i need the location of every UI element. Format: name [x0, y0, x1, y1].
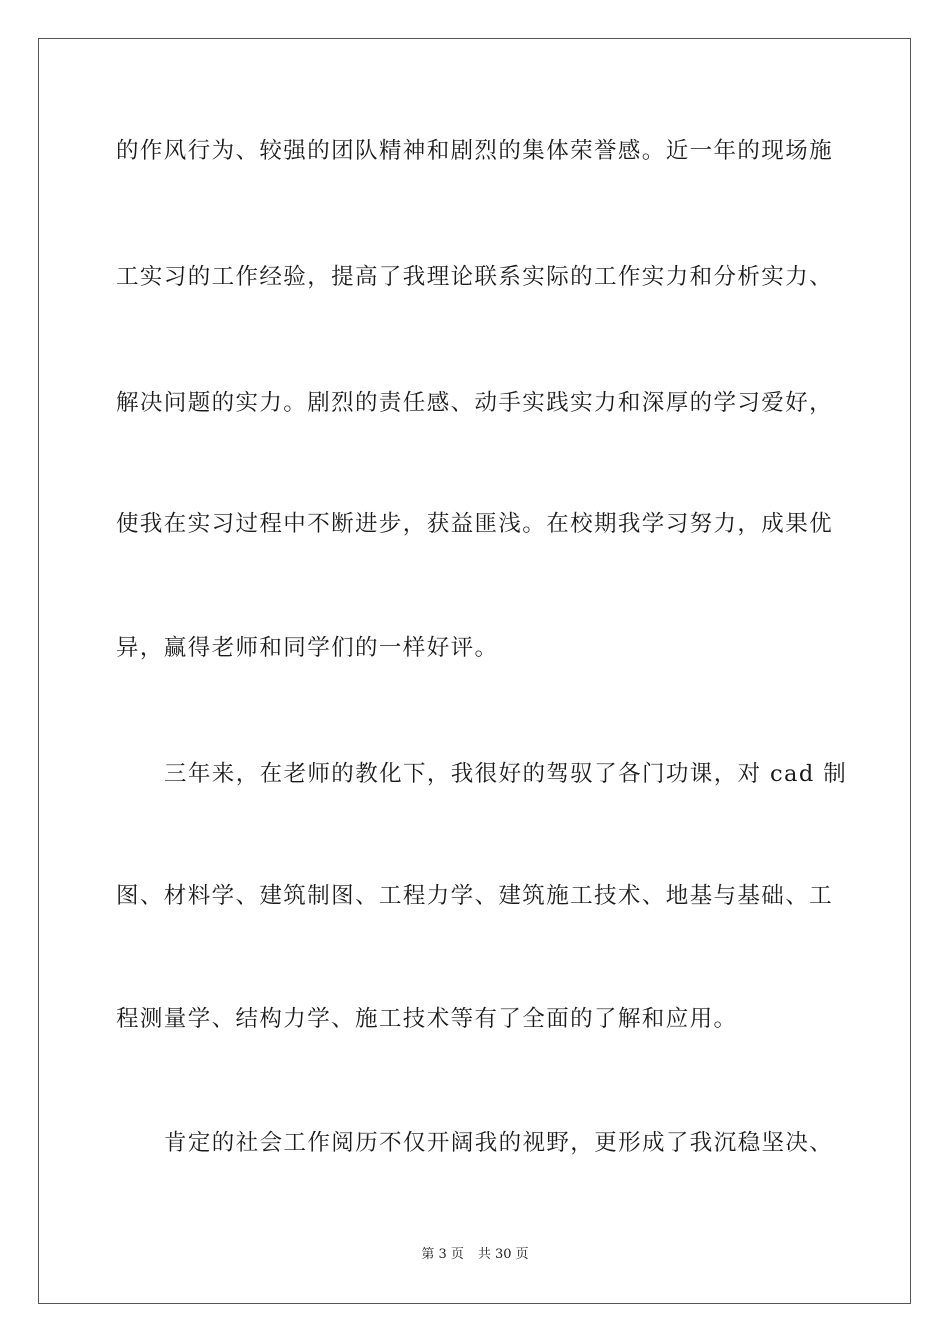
- text-line-3: 解决问题的实力。剧烈的责任感、动手实践实力和深厚的学习爱好，: [116, 390, 834, 416]
- text-line-7: 图、材料学、建筑制图、工程力学、建筑施工技术、地基与基础、工: [116, 883, 834, 909]
- text-line-2: 工实习的工作经验，提高了我理论联系实际的工作实力和分析实力、: [116, 264, 834, 290]
- paragraph-start-line-6: 三年来，在老师的教化下，我很好的驾驭了各门功课，对 cad 制: [164, 761, 848, 787]
- text-line-1: 的作风行为、较强的团队精神和剧烈的集体荣誉感。近一年的现场施: [116, 138, 834, 164]
- page-footer: [0, 1245, 950, 1265]
- text-line-5: 异，赢得老师和同学们的一样好评。: [116, 635, 499, 661]
- text-line-4: 使我在实习过程中不断进步，获益匪浅。在校期我学习努力，成果优: [116, 511, 834, 537]
- paragraph-start-line-9: 肯定的社会工作阅历不仅开阔我的视野，更形成了我沉稳坚决、: [164, 1130, 834, 1156]
- text-line-8: 程测量学、结构力学、施工技术等有了全面的了解和应用。: [116, 1006, 738, 1032]
- page-border: [38, 38, 911, 1304]
- page-number: 第 3 页: [421, 1247, 464, 1262]
- total-pages: 共 30 页: [477, 1247, 529, 1262]
